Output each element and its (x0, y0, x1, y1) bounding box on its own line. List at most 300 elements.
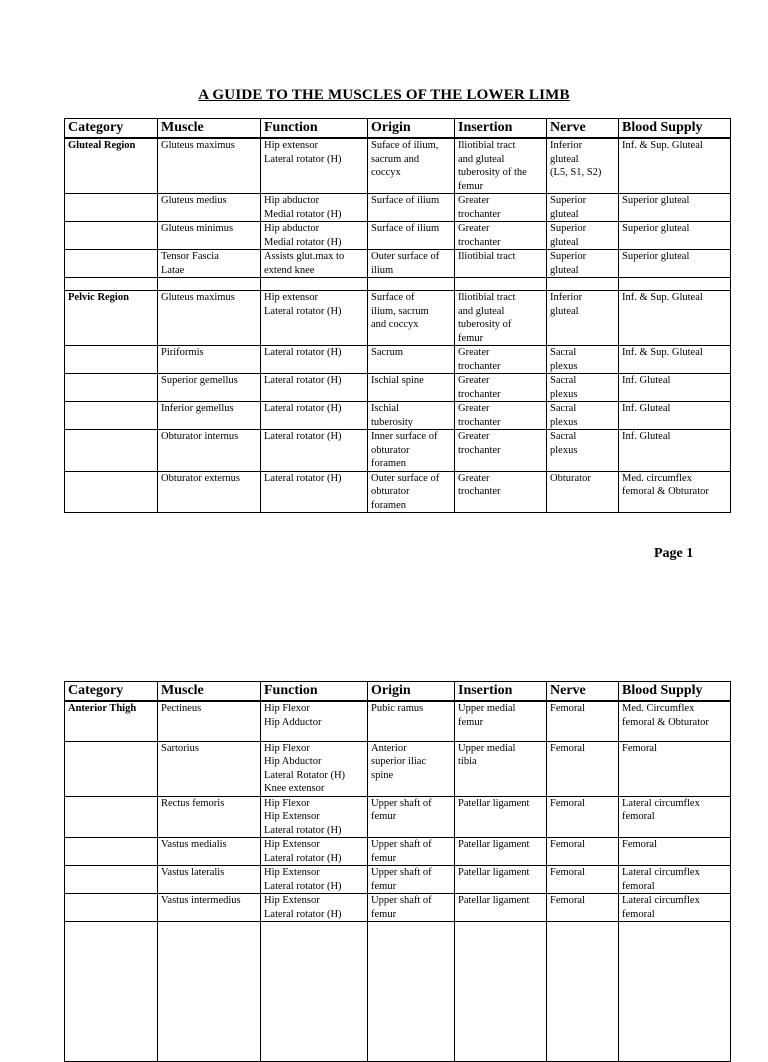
cell-text-line: Lateral Rotator (H) (264, 769, 346, 781)
cell-text-line: Tensor Fascia (161, 251, 219, 262)
cell-text-line: (L5, S1, S2) (550, 167, 602, 178)
insertion-cell (455, 866, 547, 894)
category-cell (65, 471, 158, 513)
header-origin: Origin (368, 119, 455, 139)
function-cell (261, 796, 368, 838)
cell-text-line: Inferior (550, 292, 583, 303)
blood-supply-cell (619, 291, 731, 346)
cell-text-line: Assists glut.max to (264, 251, 345, 262)
muscle-cell (158, 138, 261, 194)
table-row (65, 922, 731, 1062)
cell-text-line: Iliotibial tract (458, 140, 516, 151)
muscle-cell (158, 250, 261, 278)
cell-text-line: Suface of ilium, (371, 140, 439, 151)
nerve-cell (547, 222, 619, 250)
cell-text-line: Femoral (622, 742, 657, 754)
function-cell (261, 278, 368, 291)
cell-text-line: Upper shaft of (371, 895, 432, 906)
cell-text-line: tibia (458, 756, 477, 767)
cell-text-line: superior iliac (371, 756, 427, 767)
cell-text-line: Inferior (550, 140, 583, 151)
table-row (65, 250, 731, 278)
muscle-cell (158, 471, 261, 513)
origin-cell (368, 291, 455, 346)
cell-text-line: Obturator externus (161, 472, 241, 484)
cell-text-line: Greater (458, 472, 490, 484)
cell-text-line: Hip extensor (264, 292, 318, 303)
muscle-table-page-1 (64, 118, 731, 513)
insertion-cell (455, 222, 547, 250)
cell-text-line: femoral & Obturator (622, 716, 709, 728)
origin-cell (368, 222, 455, 250)
cell-text-line: Lateral rotator (H) (264, 305, 342, 317)
cell-text-line: femur (371, 811, 397, 822)
function-cell (261, 374, 368, 402)
header-insertion: Insertion (455, 682, 547, 702)
cell-text-line: Vastus intermedius (161, 895, 241, 906)
cell-text-line: Lateral rotator (H) (264, 375, 342, 386)
cell-text-line: trochanter (458, 416, 501, 428)
nerve-cell (547, 291, 619, 346)
cell-text-line: Hip Adductor (264, 716, 322, 728)
cell-text-line: Lateral circumflex (622, 867, 700, 878)
cell-text-line: Lateral rotator (H) (264, 153, 342, 165)
cell-text-line: Patellar ligament (458, 797, 530, 809)
function-cell (261, 402, 368, 430)
nerve-cell (547, 741, 619, 796)
cell-text-line: Hip Flexor (264, 742, 310, 754)
blood-supply-cell (619, 471, 731, 513)
header-insertion: Insertion (455, 119, 547, 139)
cell-text-line: Lateral circumflex (622, 895, 700, 906)
origin-cell (368, 922, 455, 1062)
category-cell (65, 374, 158, 402)
table-row (65, 430, 731, 472)
category-cell (65, 430, 158, 472)
cell-text-line: Superior gemellus (161, 375, 238, 386)
table-row (65, 471, 731, 513)
category-cell (65, 278, 158, 291)
cell-text-line: Lateral circumflex (622, 797, 700, 809)
table-row (65, 402, 731, 430)
insertion-cell (455, 838, 547, 866)
cell-text-line: Sacral (550, 403, 577, 414)
cell-text-line: Sacral (550, 431, 577, 442)
cell-text-line: gluteal (550, 264, 579, 276)
muscle-cell (158, 374, 261, 402)
muscle-cell (158, 291, 261, 346)
cell-text-line: Patellar ligament (458, 839, 530, 850)
cell-text-line: Surface of (371, 292, 415, 303)
cell-text-line: Piriformis (161, 347, 204, 358)
origin-cell (368, 278, 455, 291)
insertion-cell (455, 922, 547, 1062)
insertion-cell (455, 194, 547, 222)
table-row (65, 701, 731, 741)
cell-text-line: Hip abductor (264, 195, 320, 206)
cell-text-line: Medial rotator (H) (264, 208, 342, 220)
cell-text-line: Outer surface of (371, 251, 440, 262)
cell-text-line: plexus (550, 444, 578, 456)
cell-text-line: trochanter (458, 388, 501, 400)
insertion-cell (455, 701, 547, 741)
insertion-cell (455, 402, 547, 430)
muscle-cell (158, 838, 261, 866)
table-header-row (65, 682, 731, 702)
cell-text-line: spine (371, 769, 394, 781)
function-cell (261, 922, 368, 1062)
function-cell (261, 430, 368, 472)
table-row (65, 222, 731, 250)
blood-supply-cell (619, 222, 731, 250)
cell-text-line: tuberosity (371, 416, 413, 428)
header-category: Category (65, 682, 158, 702)
muscle-cell (158, 741, 261, 796)
function-cell (261, 701, 368, 741)
header-nerve: Nerve (547, 119, 619, 139)
cell-text-line: Greater (458, 403, 490, 414)
muscle-cell (158, 922, 261, 1062)
category-cell: Anterior Thigh (65, 701, 158, 741)
cell-text-line: Greater (458, 431, 490, 442)
cell-text-line: coccyx (371, 167, 401, 178)
cell-text-line: plexus (550, 416, 578, 428)
muscle-cell (158, 430, 261, 472)
blood-supply-cell (619, 430, 731, 472)
cell-text-line: Lateral rotator (H) (264, 472, 342, 484)
cell-text-line: Hip Extensor (264, 811, 320, 822)
muscle-cell (158, 402, 261, 430)
insertion-cell (455, 430, 547, 472)
cell-text-line: Gluteus medius (161, 195, 227, 206)
insertion-cell (455, 894, 547, 922)
muscle-cell (158, 346, 261, 374)
nerve-cell (547, 471, 619, 513)
blood-supply-cell (619, 894, 731, 922)
cell-text-line: gluteal (550, 208, 579, 220)
cell-text-line: Pectineus (161, 703, 202, 714)
origin-cell (368, 894, 455, 922)
insertion-cell (455, 278, 547, 291)
cell-text-line: Inf. Gluteal (622, 375, 671, 386)
function-cell (261, 194, 368, 222)
cell-text-line: Lateral rotator (H) (264, 852, 342, 864)
cell-text-line: Patellar ligament (458, 867, 530, 878)
cell-text-line: Hip Flexor (264, 703, 310, 714)
cell-text-line: ilium, sacrum (371, 305, 429, 317)
table-row (65, 894, 731, 922)
blood-supply-cell (619, 346, 731, 374)
cell-text-line: Patellar ligament (458, 895, 530, 906)
cell-text-line: Lateral rotator (H) (264, 908, 342, 920)
cell-text-line: Greater (458, 347, 490, 358)
category-cell (65, 741, 158, 796)
origin-cell (368, 138, 455, 194)
cell-text-line: trochanter (458, 236, 501, 248)
nerve-cell (547, 838, 619, 866)
cell-text-line: Obturator internus (161, 431, 239, 442)
cell-text-line: obturator (371, 444, 410, 456)
cell-text-line: Superior (550, 223, 587, 234)
insertion-cell (455, 291, 547, 346)
cell-text-line: Ischial spine (371, 375, 424, 386)
cell-text-line: Hip Extensor (264, 867, 320, 878)
header-function: Function (261, 682, 368, 702)
cell-text-line: Vastus lateralis (161, 867, 225, 878)
cell-text-line: Upper shaft of (371, 797, 432, 809)
origin-cell (368, 430, 455, 472)
cell-text-line: Inf. Gluteal (622, 403, 671, 414)
origin-cell (368, 796, 455, 838)
nerve-cell (547, 796, 619, 838)
cell-text-line: Sacral (550, 375, 577, 386)
table-row (65, 194, 731, 222)
blood-supply-cell (619, 741, 731, 796)
cell-text-line: femur (458, 716, 484, 728)
category-cell (65, 894, 158, 922)
origin-cell (368, 194, 455, 222)
cell-text-line: Superior gluteal (622, 195, 690, 206)
insertion-cell (455, 346, 547, 374)
header-function: Function (261, 119, 368, 139)
cell-text-line: Superior (550, 251, 587, 262)
muscle-cell (158, 278, 261, 291)
cell-text-line: Femoral (550, 867, 585, 878)
origin-cell (368, 346, 455, 374)
cell-text-line: femoral (622, 880, 655, 892)
cell-text-line: Med. circumflex (622, 472, 692, 484)
category-cell (65, 346, 158, 374)
cell-text-line: extend knee (264, 264, 315, 276)
muscle-table-page-2 (64, 681, 731, 1062)
cell-text-line: tuberosity of the (458, 167, 527, 178)
cell-text-line: Sacral (550, 347, 577, 358)
cell-text-line: Hip extensor (264, 140, 318, 151)
cell-text-line: femoral (622, 811, 655, 822)
origin-cell (368, 838, 455, 866)
cell-text-line: Lateral rotator (H) (264, 403, 342, 414)
page-number: Page 1 (654, 546, 694, 561)
category-cell (65, 838, 158, 866)
cell-text-line: femur (458, 332, 484, 344)
header-origin: Origin (368, 682, 455, 702)
cell-text-line: Inferior gemellus (161, 403, 234, 414)
origin-cell (368, 402, 455, 430)
cell-text-line: Rectus femoris (161, 797, 225, 809)
cell-text-line: femur (371, 908, 397, 920)
cell-text-line: Femoral (550, 703, 585, 714)
cell-text-line: Iliotibial tract (458, 251, 516, 262)
cell-text-line: Greater (458, 223, 490, 234)
blood-supply-cell (619, 866, 731, 894)
cell-text-line: Greater (458, 375, 490, 386)
cell-text-line: Femoral (622, 839, 657, 850)
muscle-cell (158, 222, 261, 250)
cell-text-line: femoral (622, 908, 655, 920)
nerve-cell (547, 866, 619, 894)
muscle-cell (158, 194, 261, 222)
blood-supply-cell (619, 374, 731, 402)
muscle-cell (158, 701, 261, 741)
cell-text-line: Femoral (550, 742, 585, 754)
table-row (65, 866, 731, 894)
category-cell: Gluteal Region (65, 138, 158, 194)
nerve-cell (547, 374, 619, 402)
cell-text-line: Anterior (371, 742, 407, 754)
cell-text-line: Greater (458, 195, 490, 206)
function-cell (261, 894, 368, 922)
header-blood-supply: Blood Supply (619, 682, 731, 702)
cell-text-line: Hip Flexor (264, 797, 310, 809)
cell-text-line: and coccyx (371, 319, 419, 330)
nerve-cell (547, 346, 619, 374)
table-row (65, 278, 731, 291)
cell-text-line: Obturator (550, 472, 591, 484)
cell-text-line: ilium (371, 264, 394, 276)
header-nerve: Nerve (547, 682, 619, 702)
origin-cell (368, 471, 455, 513)
origin-cell (368, 374, 455, 402)
nerve-cell (547, 402, 619, 430)
cell-text-line: Pubic ramus (371, 703, 424, 714)
document-title: A GUIDE TO THE MUSCLES OF THE LOWER LIMB (198, 87, 570, 103)
cell-text-line: Knee extensor (264, 783, 325, 794)
cell-text-line: Sartorius (161, 742, 199, 754)
cell-text-line: Vastus medialis (161, 839, 227, 850)
cell-text-line: gluteal (550, 236, 579, 248)
table-row (65, 138, 731, 194)
cell-text-line: and gluteal (458, 305, 505, 317)
cell-text-line: Upper medial (458, 703, 516, 714)
blood-supply-cell (619, 278, 731, 291)
cell-text-line: Hip Abductor (264, 756, 322, 767)
table-row (65, 291, 731, 346)
cell-text-line: trochanter (458, 208, 501, 220)
cell-text-line: Lateral rotator (H) (264, 347, 342, 358)
nerve-cell (547, 894, 619, 922)
origin-cell (368, 741, 455, 796)
cell-text-line: Medial rotator (H) (264, 236, 342, 248)
cell-text-line: Sacrum (371, 347, 404, 358)
header-muscle: Muscle (158, 682, 261, 702)
header-category: Category (65, 119, 158, 139)
cell-text-line: Gluteus minimus (161, 223, 234, 234)
insertion-cell (455, 138, 547, 194)
category-cell (65, 796, 158, 838)
nerve-cell (547, 278, 619, 291)
cell-text-line: tuberosity of (458, 319, 512, 330)
insertion-cell (455, 741, 547, 796)
cell-text-line: trochanter (458, 444, 501, 456)
cell-text-line: Femoral (550, 839, 585, 850)
cell-text-line: and gluteal (458, 153, 505, 165)
cell-text-line: Femoral (550, 895, 585, 906)
insertion-cell (455, 796, 547, 838)
category-cell: Pelvic Region (65, 291, 158, 346)
cell-text-line: Lateral rotator (H) (264, 880, 342, 892)
function-cell (261, 471, 368, 513)
cell-text-line: Upper shaft of (371, 839, 432, 850)
table-row (65, 346, 731, 374)
cell-text-line: Lateral rotator (H) (264, 431, 342, 442)
nerve-cell (547, 194, 619, 222)
cell-text-line: Ischial (371, 403, 399, 414)
cell-text-line: gluteal (550, 305, 579, 317)
cell-text-line: Hip Extensor (264, 895, 320, 906)
nerve-cell (547, 430, 619, 472)
cell-text-line: femur (371, 880, 397, 892)
table-header-row (65, 119, 731, 139)
cell-text-line: trochanter (458, 360, 501, 372)
cell-text-line: trochanter (458, 486, 501, 497)
cell-text-line: obturator (371, 486, 410, 497)
function-cell (261, 222, 368, 250)
cell-text-line: foramen (371, 499, 406, 511)
blood-supply-cell (619, 701, 731, 741)
cell-text-line: foramen (371, 458, 406, 469)
nerve-cell (547, 250, 619, 278)
category-cell (65, 922, 158, 1062)
nerve-cell (547, 138, 619, 194)
cell-text-line: gluteal (550, 153, 579, 165)
cell-text-line: Hip abductor (264, 223, 320, 234)
table-row (65, 741, 731, 796)
nerve-cell (547, 701, 619, 741)
category-cell (65, 402, 158, 430)
function-cell (261, 741, 368, 796)
cell-text-line: femoral & Obturator (622, 486, 709, 497)
cell-text-line: plexus (550, 360, 578, 372)
cell-text-line: Upper shaft of (371, 867, 432, 878)
cell-text-line: plexus (550, 388, 578, 400)
cell-text-line: Inf. Gluteal (622, 431, 671, 442)
blood-supply-cell (619, 922, 731, 1062)
header-blood-supply: Blood Supply (619, 119, 731, 139)
muscle-cell (158, 796, 261, 838)
category-cell (65, 250, 158, 278)
blood-supply-cell (619, 194, 731, 222)
cell-text-line: Latae (161, 264, 185, 276)
cell-text-line: Surface of ilium (371, 223, 440, 234)
insertion-cell (455, 374, 547, 402)
cell-text-line: Hip Extensor (264, 839, 320, 850)
function-cell (261, 250, 368, 278)
insertion-cell (455, 250, 547, 278)
cell-text-line: Gluteus maximus (161, 140, 235, 151)
nerve-cell (547, 922, 619, 1062)
cell-text-line: Gluteus maximus (161, 292, 235, 303)
cell-text-line: Superior gluteal (622, 251, 690, 262)
cell-text-line: Surface of ilium (371, 195, 440, 206)
blood-supply-cell (619, 796, 731, 838)
cell-text-line: Inf. & Sup. Gluteal (622, 292, 703, 303)
cell-text-line: femur (458, 180, 484, 192)
cell-text-line: sacrum and (371, 153, 420, 165)
table-row (65, 374, 731, 402)
category-cell (65, 866, 158, 894)
cell-text-line: Superior gluteal (622, 223, 690, 234)
function-cell (261, 866, 368, 894)
cell-text-line: Superior (550, 195, 587, 206)
cell-text-line: Femoral (550, 797, 585, 809)
blood-supply-cell (619, 838, 731, 866)
origin-cell (368, 701, 455, 741)
insertion-cell (455, 471, 547, 513)
cell-text-line: femur (371, 852, 397, 864)
function-cell (261, 346, 368, 374)
blood-supply-cell (619, 138, 731, 194)
cell-text-line: Upper medial (458, 742, 516, 754)
